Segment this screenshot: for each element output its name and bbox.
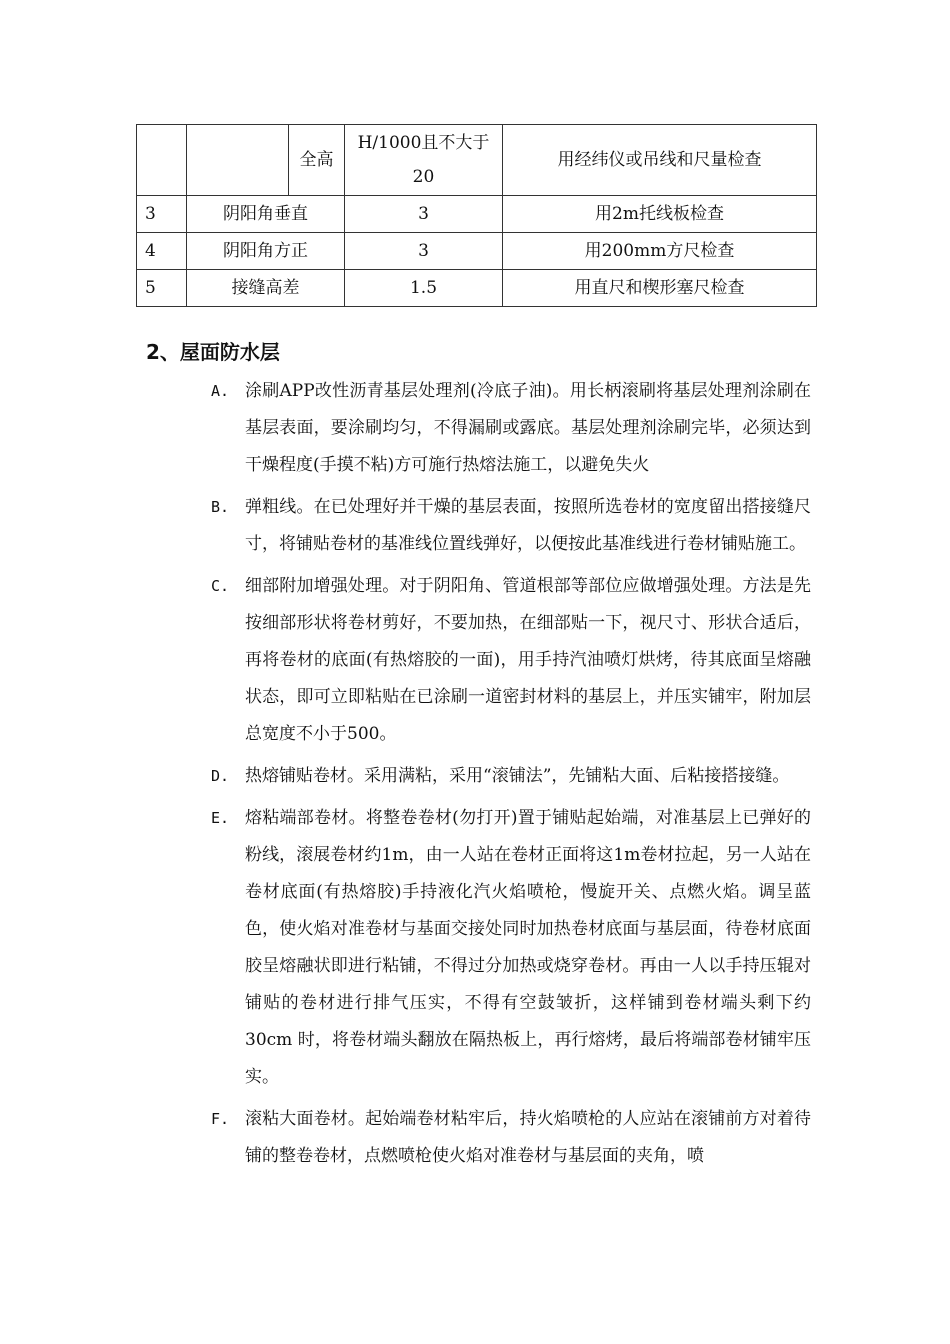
list-item (0, 1101, 950, 1175)
table-cell-value: 3 (345, 196, 503, 233)
list-item-text: 细部附加增强处理。对于阴阳角、管道根部等部位应做增强处理。方法是先按细部形状将卷材剪好，不要加热，在细部贴一下，视尺寸、形状合适后，再将卷材的底面(有热熔胶的一面)，用手持汽油喷灯烘烤，待其底面呈熔融状态，即可立即粘贴在已涂刷一道密封材料的基层上，并压实铺牢，附加层总宽度不小于500。 (245, 576, 811, 744)
table-cell-value: 3 (345, 233, 503, 270)
table-cell-empty (187, 125, 289, 196)
list-item (0, 758, 950, 795)
table-row (137, 270, 817, 307)
list-item-text: 涂刷APP改性沥青基层处理剂(冷底子油)。用长柄滚刷将基层处理剂涂刷在基层表面，要涂刷均匀，不得漏刷或露底。基层处理剂涂刷完毕，必须达到干燥程度(手摸不粘)方可施行热熔法施工，以避免失火 (245, 381, 811, 475)
table-cell-subitem: 全高 (289, 125, 345, 196)
table-cell-method: 用直尺和楔形塞尺检查 (503, 270, 817, 307)
table-cell-method: 用200mm方尺检查 (503, 233, 817, 270)
list-item (0, 568, 950, 753)
inspection-table (136, 124, 817, 307)
list-marker: B. (211, 498, 230, 516)
list-item-text: 热熔铺贴卷材。采用满粘，采用“滚铺法”，先铺粘大面、后粘接搭接缝。 (245, 766, 790, 786)
list-item (0, 373, 950, 484)
value-line-2: 20 (412, 167, 435, 187)
table-cell-item: 接缝高差 (187, 270, 345, 307)
table-cell-method: 用2m托线板检查 (503, 196, 817, 233)
table-row (137, 125, 817, 196)
list-marker: E. (211, 809, 230, 827)
table-cell-empty (137, 125, 187, 196)
list-marker: F. (211, 1110, 230, 1128)
value-line-1: H/1000且不大于 (357, 133, 490, 153)
table-row (137, 196, 817, 233)
list-item-text: 滚粘大面卷材。起始端卷材粘牢后，持火焰喷枪的人应站在滚铺前方对着待铺的整卷卷材，点燃喷枪使火焰对准卷材与基层面的夹角，喷 (245, 1109, 811, 1166)
table-cell-number: 3 (137, 196, 187, 233)
list-item-text: 熔粘端部卷材。将整卷卷材(勿打开)置于铺贴起始端，对准基层上已弹好的粉线，滚展卷材约1m，由一人站在卷材正面将这1m卷材拉起，另一人站在卷材底面(有热熔胶)手持液化汽火焰喷枪，慢旋开关、点燃火焰。调呈蓝色，使火焰对准卷材与基面交接处同时加热卷材底面与基层面，待卷材底面胶呈熔融状即进行粘铺，不得过分加热或烧穿卷材。再由一人以手持压辊对铺贴的卷材进行排气压实，不得有空鼓皱折，这样铺到卷材端头剩下约30cm 时，将卷材端头翻放在隔热板上，再行熔烤，最后将端部卷材铺牢压实。 (245, 808, 811, 1087)
table-cell-item: 阴阳角方正 (187, 233, 345, 270)
table-cell-value: 1.5 (345, 270, 503, 307)
table-cell-number: 5 (137, 270, 187, 307)
table-cell-number: 4 (137, 233, 187, 270)
list-item (0, 800, 950, 1096)
list-item (0, 489, 950, 563)
list-marker: C. (211, 577, 230, 595)
list-marker: A. (211, 382, 230, 400)
section-heading: 2、屋面防水层 (146, 340, 280, 364)
table-cell-value (345, 125, 503, 196)
list-item-text: 弹粗线。在已处理好并干燥的基层表面，按照所选卷材的宽度留出搭接缝尺寸，将铺贴卷材的基准线位置线弹好，以便按此基准线进行卷材铺贴施工。 (245, 497, 811, 554)
table-row (137, 233, 817, 270)
list-marker: D. (211, 767, 230, 785)
procedure-list (0, 373, 950, 1180)
table-cell-method: 用经纬仪或吊线和尺量检查 (503, 125, 817, 196)
table-cell-item: 阴阳角垂直 (187, 196, 345, 233)
